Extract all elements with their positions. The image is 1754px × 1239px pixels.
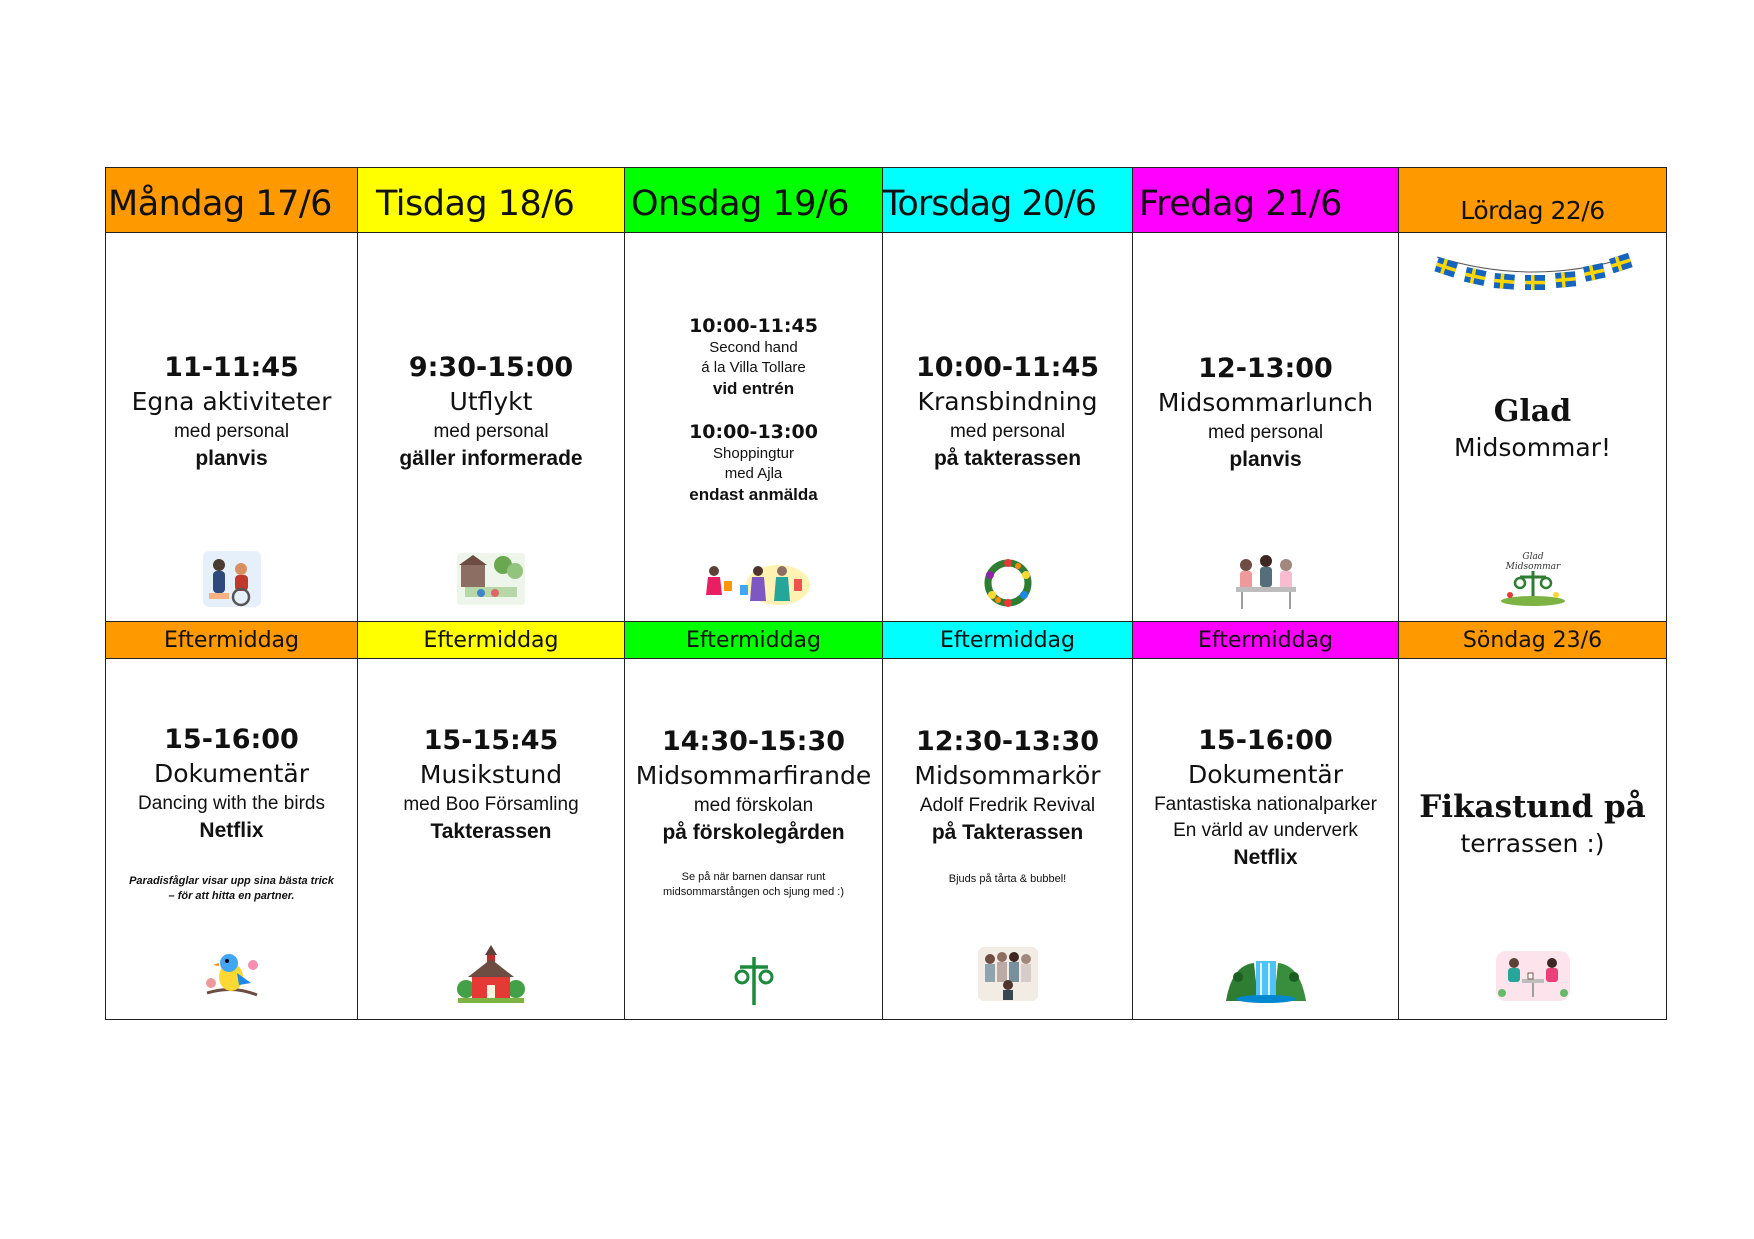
place-label: Takterassen bbox=[430, 820, 552, 843]
svg-text:Midsommar: Midsommar bbox=[1505, 562, 1560, 572]
time-label: 9:30-15:00 bbox=[408, 352, 574, 383]
afternoon-label: Eftermiddag bbox=[686, 627, 821, 653]
activities-illustration-icon bbox=[201, 549, 263, 609]
maypole-icon bbox=[734, 955, 774, 1007]
with-label: med personal bbox=[173, 421, 290, 442]
header-tuesday bbox=[358, 168, 625, 233]
desc-line: Second hand bbox=[709, 339, 798, 356]
cell-wednesday-afternoon bbox=[625, 659, 883, 1020]
day-label: Onsdag 19/6 bbox=[631, 184, 850, 224]
fika-line: Fikastund på bbox=[1419, 789, 1646, 825]
note-line: Bjuds på tårta & bubbel! bbox=[948, 873, 1067, 885]
place-label: endast anmälda bbox=[689, 485, 818, 504]
lunch-illustration-icon bbox=[1230, 551, 1302, 611]
time-label: 12:30-13:30 bbox=[915, 726, 1100, 757]
place-label: på takterassen bbox=[933, 447, 1082, 470]
excursion-illustration-icon bbox=[455, 551, 527, 607]
choir-icon bbox=[976, 945, 1040, 1003]
cell-thursday-afternoon bbox=[883, 659, 1133, 1020]
place-label: på Takterassen bbox=[931, 821, 1084, 844]
time-label: 15-16:00 bbox=[1198, 725, 1333, 756]
fika-line: terrassen :) bbox=[1460, 829, 1605, 858]
with-label: med personal bbox=[433, 421, 549, 442]
activity-label: Midsommarlunch bbox=[1157, 388, 1374, 417]
activity-label: Midsommarkör bbox=[914, 761, 1101, 790]
day-label: Tisdag 18/6 bbox=[376, 184, 575, 224]
subheader-monday bbox=[106, 622, 358, 659]
note-line: midsommarstången och sjung med :) bbox=[663, 886, 844, 898]
place-label: på förskolegården bbox=[662, 821, 845, 844]
time-label: 12-13:00 bbox=[1198, 353, 1333, 384]
activity-label: Utflykt bbox=[449, 387, 533, 416]
place-label: gäller informerade bbox=[399, 447, 583, 470]
glad-midsommar-maypole-icon bbox=[1498, 549, 1568, 607]
afternoon-header-row bbox=[106, 622, 1667, 659]
afternoon-label: Eftermiddag bbox=[940, 627, 1075, 653]
morning-row bbox=[106, 233, 1667, 622]
time-label-2: 10:00-13:00 bbox=[689, 421, 818, 443]
with-label: Dancing with the birds bbox=[138, 793, 325, 814]
cell-monday-afternoon bbox=[106, 659, 358, 1020]
subheader-friday bbox=[1133, 622, 1399, 659]
note-line: Paradisfåglar visar upp sina bästa trick bbox=[129, 875, 334, 887]
flower-wreath-icon bbox=[980, 555, 1036, 611]
svg-text:Glad: Glad bbox=[1521, 552, 1544, 562]
activity-label: Dokumentär bbox=[1187, 760, 1344, 789]
time-label: 14:30-15:30 bbox=[661, 726, 846, 757]
schedule-table bbox=[105, 167, 1667, 1020]
time-label-1: 10:00-11:45 bbox=[689, 315, 818, 337]
greeting-line: Glad bbox=[1493, 394, 1572, 429]
with-label: med förskolan bbox=[693, 795, 814, 816]
cell-friday-afternoon bbox=[1133, 659, 1399, 1020]
subheader-tuesday bbox=[358, 622, 625, 659]
place-label: Netflix bbox=[1233, 846, 1298, 869]
activity-label: Midsommarfirande bbox=[635, 761, 872, 790]
cell-monday-morning bbox=[106, 233, 358, 622]
day-label: Torsdag 20/6 bbox=[883, 184, 1097, 224]
day-label: Fredag 21/6 bbox=[1139, 184, 1342, 224]
subheader-thursday bbox=[883, 622, 1133, 659]
greeting-line: Midsommar! bbox=[1453, 433, 1612, 462]
header-thursday bbox=[883, 168, 1133, 233]
church-icon bbox=[456, 945, 526, 1005]
time-label: 11-11:45 bbox=[164, 352, 299, 383]
fika-illustration-icon bbox=[1494, 949, 1572, 1003]
note-line: Se på när barnen dansar runt bbox=[681, 871, 826, 883]
place-label: planvis bbox=[1229, 448, 1302, 471]
with-label: med personal bbox=[949, 421, 1066, 442]
time-label: 10:00-11:45 bbox=[915, 352, 1100, 383]
activity-label: Musikstund bbox=[419, 760, 563, 789]
cell-wednesday-morning bbox=[625, 233, 883, 622]
desc-line: á la Villa Tollare bbox=[701, 359, 806, 376]
with-label: Fantastiska nationalparker bbox=[1154, 794, 1377, 815]
place-label: vid entrén bbox=[712, 379, 795, 398]
header-monday bbox=[106, 168, 358, 233]
day-label: Lördag 22/6 bbox=[1460, 195, 1605, 225]
header-wednesday bbox=[625, 168, 883, 233]
subheader-sunday bbox=[1399, 622, 1667, 659]
place-label: planvis bbox=[195, 447, 268, 470]
with-label-2: En värld av underverk bbox=[1173, 820, 1358, 841]
subheader-wednesday bbox=[625, 622, 883, 659]
header-friday bbox=[1133, 168, 1399, 233]
activity-label: Dokumentär bbox=[153, 759, 310, 788]
note-line: – för att hitta en partner. bbox=[168, 890, 295, 902]
afternoon-label: Eftermiddag bbox=[1198, 627, 1333, 653]
day-header-row bbox=[106, 168, 1667, 233]
swedish-flag-bunting-icon bbox=[1433, 253, 1633, 295]
cell-thursday-morning bbox=[883, 233, 1133, 622]
day-label: Måndag 17/6 bbox=[108, 184, 332, 224]
desc-line: Shoppingtur bbox=[713, 445, 794, 462]
with-label: Adolf Fredrik Revival bbox=[919, 795, 1096, 816]
with-label: med personal bbox=[1207, 422, 1324, 443]
afternoon-row bbox=[106, 659, 1667, 1020]
place-label: Netflix bbox=[199, 819, 264, 842]
afternoon-label: Eftermiddag bbox=[423, 627, 559, 653]
activity-label: Egna aktiviteter bbox=[131, 387, 332, 416]
activity-label: Kransbindning bbox=[917, 387, 1098, 416]
cell-friday-morning bbox=[1133, 233, 1399, 622]
bird-icon bbox=[203, 949, 261, 1003]
cell-tuesday-afternoon bbox=[358, 659, 625, 1020]
cell-saturday bbox=[1399, 233, 1667, 622]
time-label: 15-15:45 bbox=[423, 725, 559, 756]
waterfall-park-icon bbox=[1224, 955, 1308, 1003]
desc-line: med Ajla bbox=[724, 465, 783, 482]
cell-tuesday-morning bbox=[358, 233, 625, 622]
cell-sunday bbox=[1399, 659, 1667, 1020]
time-label: 15-16:00 bbox=[164, 724, 299, 755]
with-label: med Boo Församling bbox=[403, 794, 579, 815]
sunday-label: Söndag 23/6 bbox=[1462, 627, 1603, 653]
header-saturday bbox=[1399, 168, 1667, 233]
shopping-illustration-icon bbox=[698, 561, 810, 607]
afternoon-label: Eftermiddag bbox=[164, 627, 299, 653]
